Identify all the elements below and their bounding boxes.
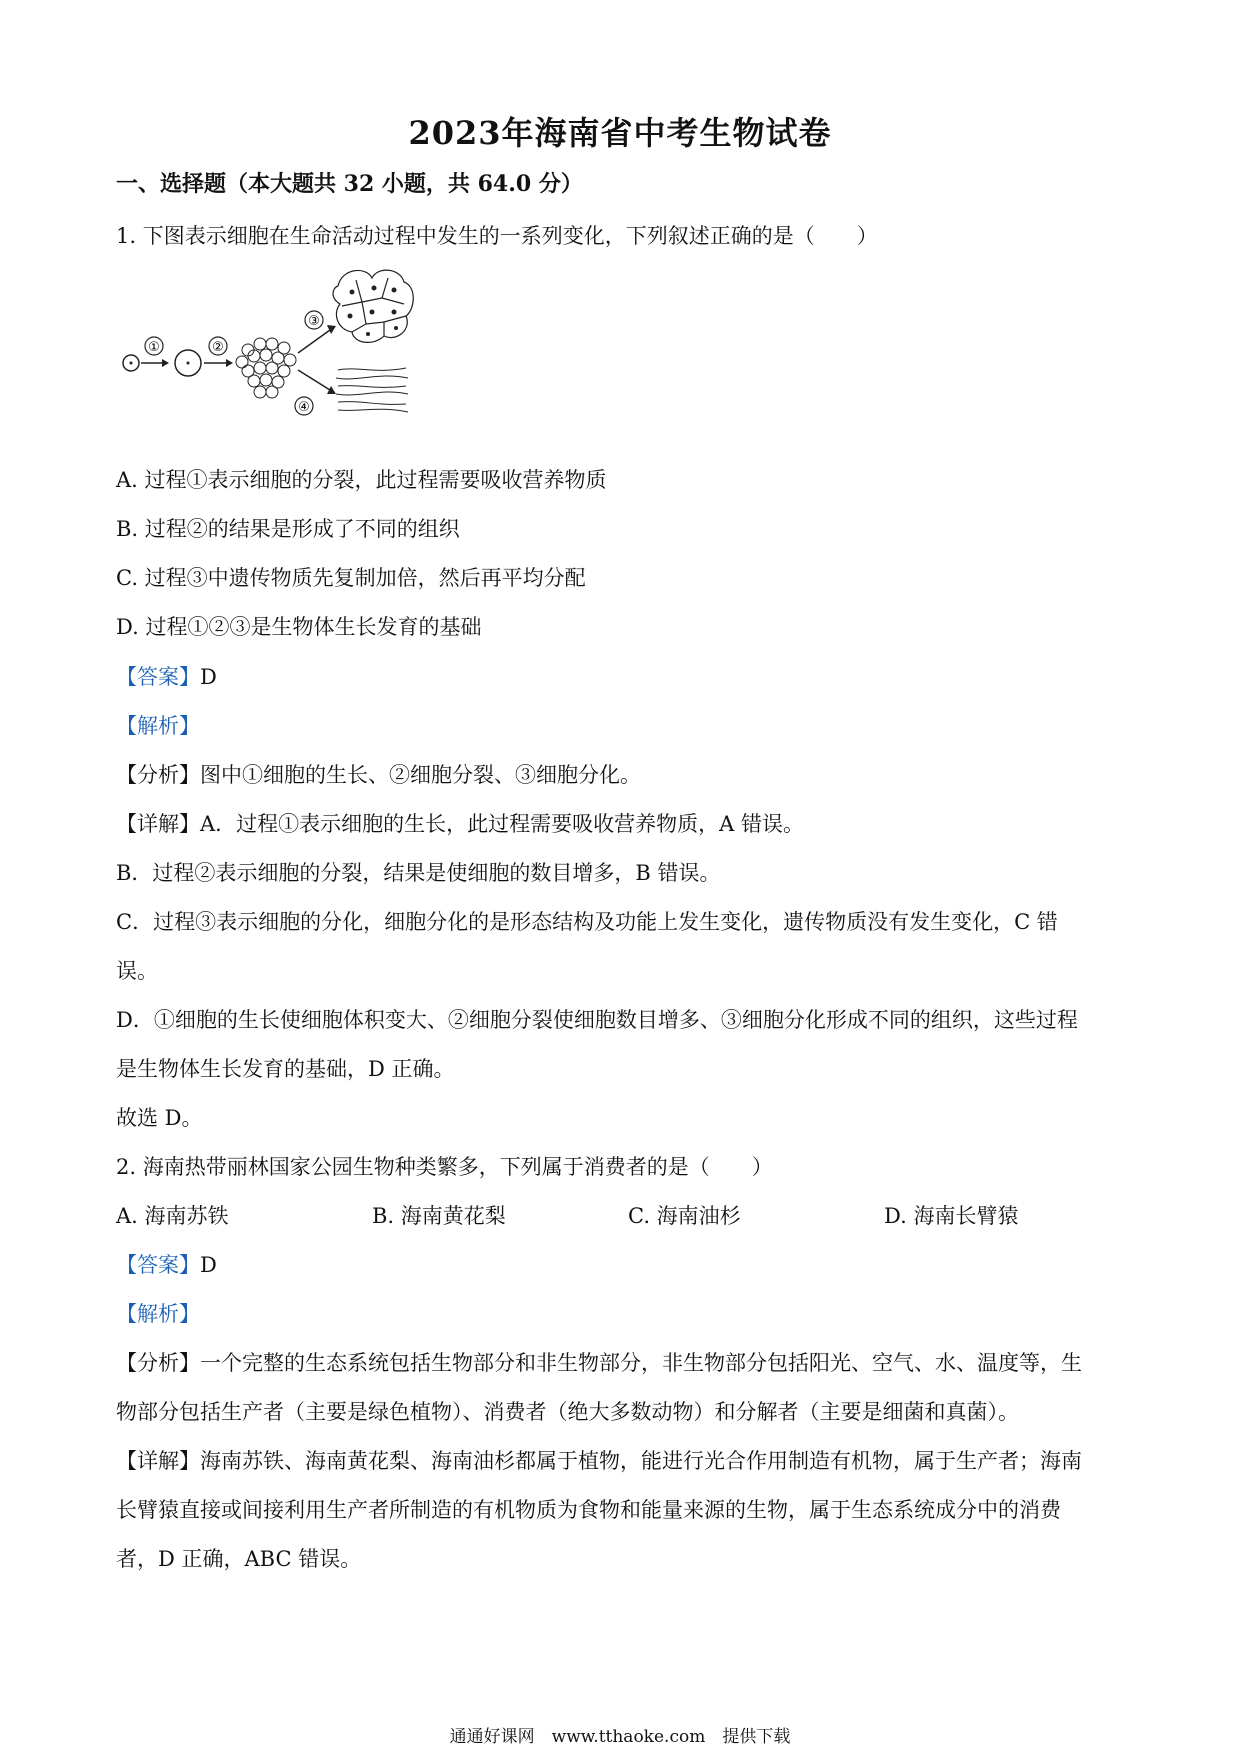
q2-options xyxy=(116,1202,1140,1230)
section-heading: 一、选择题（本大题共 32 小题，共 64.0 分） xyxy=(116,171,583,197)
q2-option-c: C. 海南油杉 xyxy=(628,1204,741,1228)
fig-label-1: ① xyxy=(148,340,160,355)
detail-text: 海南苏铁、海南黄花梨、海南油杉都属于植物，能进行光合作用制造有机物，属于生产者；海南 xyxy=(200,1449,1082,1473)
q1-detail-d1: D．①细胞的生长使细胞体积变大、②细胞分裂使细胞数目增多、③细胞分化形成不同的组织，这些过程 xyxy=(116,1008,1078,1032)
q1-option-d: D. 过程①②③是生物体生长发育的基础 xyxy=(116,615,482,639)
q1-option-b: B. 过程②的结果是形成了不同的组织 xyxy=(116,517,460,541)
fig-label-3: ③ xyxy=(308,314,320,329)
q2-option-d: D. 海南长臂猿 xyxy=(884,1204,1019,1228)
q1-detail-d2: 是生物体生长发育的基础，D 正确。 xyxy=(116,1057,455,1081)
q2-stem: 2. 海南热带丽林国家公园生物种类繁多，下列属于消费者的是（ ） xyxy=(116,1155,773,1179)
q1-xiangjie xyxy=(116,810,804,838)
q1-conclusion: 故选 D。 xyxy=(116,1106,203,1130)
fenxi-text: 图中①细胞的生长、②细胞分裂、③细胞分化。 xyxy=(200,763,641,787)
q2-detail3: 者，D 正确，ABC 错误。 xyxy=(116,1547,362,1571)
q2-option-a: A. 海南苏铁 xyxy=(116,1204,229,1228)
page-footer: 通通好课网 www.tthaoke.com 提供下载 xyxy=(449,1727,791,1747)
q1-option-a: A. 过程①表示细胞的分裂，此过程需要吸收营养物质 xyxy=(116,468,607,492)
xiangjie-label: 【详解】 xyxy=(116,1449,200,1473)
answer-value: D xyxy=(200,665,217,689)
q1-detail-c2: 误。 xyxy=(116,959,158,983)
page-title: 2023年海南省中考生物试卷 xyxy=(408,114,832,152)
fig-label-2: ② xyxy=(212,340,224,355)
q1-option-c: C. 过程③中遗传物质先复制加倍，然后再平均分配 xyxy=(116,566,586,590)
q2-answer xyxy=(116,1251,217,1279)
fenxi-label: 【分析】 xyxy=(116,1351,200,1375)
q2-analysis-label: 【解析】 xyxy=(116,1302,200,1326)
fenxi-label: 【分析】 xyxy=(116,763,200,787)
answer-value: D xyxy=(200,1253,217,1277)
detail-a: A．过程①表示细胞的生长，此过程需要吸收营养物质，A 错误。 xyxy=(200,812,805,836)
q1-detail-c1: C．过程③表示细胞的分化，细胞分化的是形态结构及功能上发生变化，遗传物质没有发生变化，C 错 xyxy=(116,910,1058,934)
cell-process-figure xyxy=(116,258,436,418)
q2-fenxi1 xyxy=(116,1349,1082,1377)
answer-label: 【答案】 xyxy=(116,1253,200,1277)
fig-label-4: ④ xyxy=(298,400,310,415)
answer-label: 【答案】 xyxy=(116,665,200,689)
q2-option-b: B. 海南黄花梨 xyxy=(372,1204,506,1228)
q2-detail1 xyxy=(116,1447,1082,1475)
xiangjie-label: 【详解】 xyxy=(116,812,200,836)
q1-fenxi xyxy=(116,761,641,789)
q1-answer xyxy=(116,663,217,691)
fenxi-text: 一个完整的生态系统包括生物部分和非生物部分，非生物部分包括阳光、空气、水、温度等，生 xyxy=(200,1351,1082,1375)
q2-detail2: 长臂猿直接或间接利用生产者所制造的有机物质为食物和能量来源的生物，属于生态系统成分中的消费 xyxy=(116,1498,1061,1522)
q1-analysis-label: 【解析】 xyxy=(116,714,200,738)
q1-detail-b: B．过程②表示细胞的分裂，结果是使细胞的数目增多，B 错误。 xyxy=(116,861,721,885)
q1-stem: 1. 下图表示细胞在生命活动过程中发生的一系列变化，下列叙述正确的是（ ） xyxy=(116,224,878,248)
q2-fenxi2: 物部分包括生产者（主要是绿色植物）、消费者（绝大多数动物）和分解者（主要是细菌和真菌）。 xyxy=(116,1400,1019,1424)
